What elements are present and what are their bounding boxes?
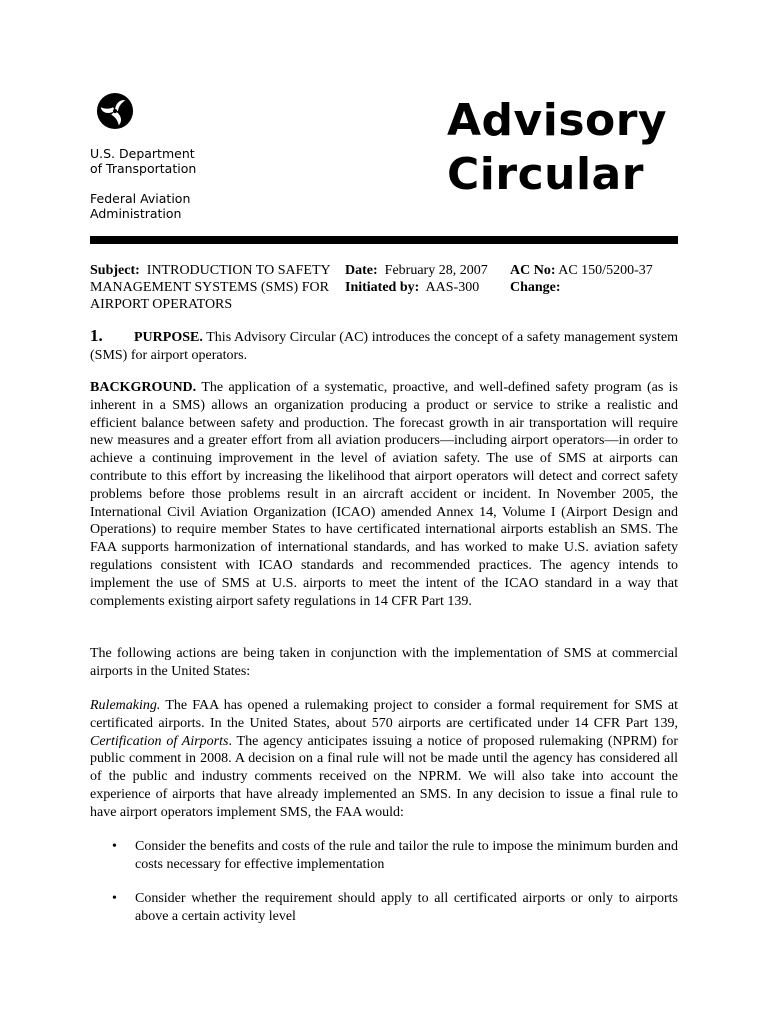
bullet-list-2 bbox=[90, 890, 678, 926]
initiated-label: Initiated by: bbox=[345, 280, 420, 295]
bullet-text-1: Consider the benefits and costs of the rule and tailor the rule to impose the minimum burden and costs necessary for effective implementation bbox=[135, 839, 678, 872]
bullet-text-2: Consider whether the requirement should apply to all certificated airports or only to airports above a certain activity level bbox=[135, 891, 678, 924]
bullet-icon: • bbox=[112, 839, 117, 854]
title-line-2: Circular bbox=[447, 149, 644, 200]
subject-text-3: AIRPORT OPERATORS bbox=[90, 297, 233, 312]
actions-intro bbox=[90, 645, 678, 681]
purpose-number: 1. bbox=[90, 326, 103, 345]
purpose-text: This Advisory Circular (AC) introduces the concept of a safety management system (SMS) for airport operators. bbox=[90, 330, 678, 363]
date-value: February 28, 2007 bbox=[384, 263, 488, 278]
list-item bbox=[90, 838, 678, 874]
background-text: The application of a systematic, proactive, and well-defined safety program (as is inherent in a SMS) allows an organization producing a product or service to strike a realistic and efficient balance between safety and production. The forecast growth in air transportation will require new measures and a greater effort from all aviation producers—including airport operators—in order to achieve a continuing improvement in the level of aviation safety. The use of SMS at airports can contribute to this effort by increasing the likelihood that airport operators will detect and correct safety problems before those problems result in an aircraft accident or incident. In November 2005, the International Civil Aviation Organization (ICAO) amended Annex 14, Volume I (Airport Design and Operations) to require member States to have certificated international airports establish an SMS. The FAA supports harmonization of international standards, and has worked to make U.S. aviation safety regulations consistent with ICAO standards and recommended practices. The agency intends to implement the use of SMS at U.S. airports to meet the intent of the ICAO standard in a way that complements existing airport safety regulations in 14 CFR Part 139. bbox=[90, 380, 679, 609]
rulemaking-text-a: The FAA has opened a rulemaking project to consider a formal requirement for SMS at certificated airports. In the United States, about 570 airports are certificated under 14 CFR Part 139, bbox=[90, 698, 678, 731]
rulemaking-label: Rulemaking. bbox=[90, 698, 161, 713]
purpose-label: PURPOSE. bbox=[134, 330, 203, 345]
list-item bbox=[90, 890, 678, 926]
dept-line-1: U.S. Department bbox=[90, 146, 195, 161]
ac-value: AC 150/5200-37 bbox=[558, 263, 653, 278]
subject-block bbox=[90, 262, 335, 313]
date-label: Date: bbox=[345, 263, 378, 278]
bullet-icon: • bbox=[112, 891, 117, 906]
subject-text-2: MANAGEMENT SYSTEMS (SMS) FOR bbox=[90, 280, 329, 295]
rulemaking-italic-title: Certification of Airports bbox=[90, 733, 229, 749]
rulemaking-section bbox=[90, 697, 678, 822]
initiated-value: AAS-300 bbox=[425, 280, 480, 295]
date-block bbox=[345, 262, 505, 296]
dept-line-2: of Transportation bbox=[90, 161, 197, 176]
background-label: BACKGROUND. bbox=[90, 380, 197, 395]
actions-intro-text: The following actions are being taken in conjunction with the implementation of SMS at commercial airports in the United States: bbox=[90, 646, 678, 679]
rulemaking-text-b: . The agency anticipates issuing a notice of proposed rulemaking (NPRM) for public comment in 2008. A decision on a final rule will not be made until the agency has considered all of the public and industry comments received on the NPRM. We will also take into account the experience of airports that have already implemented an SMS. In any decision to issue a final rule to have airport operators implement SMS, the FAA would: bbox=[90, 733, 678, 820]
purpose-section bbox=[90, 327, 678, 365]
dot-logo-icon bbox=[96, 92, 134, 130]
department-block bbox=[90, 146, 196, 221]
subject-text-1: INTRODUCTION TO SAFETY bbox=[146, 263, 331, 278]
bullet-list bbox=[90, 838, 678, 874]
change-label: Change: bbox=[510, 280, 561, 295]
ac-block bbox=[510, 262, 680, 296]
header-divider bbox=[90, 236, 678, 244]
subject-label: Subject: bbox=[90, 263, 140, 278]
agency-line-2: Administration bbox=[90, 206, 182, 221]
background-section bbox=[90, 379, 678, 610]
agency-line-1: Federal Aviation bbox=[90, 191, 191, 206]
document-title bbox=[447, 94, 667, 202]
title-line-1: Advisory bbox=[447, 95, 668, 146]
ac-label: AC No: bbox=[510, 263, 556, 278]
